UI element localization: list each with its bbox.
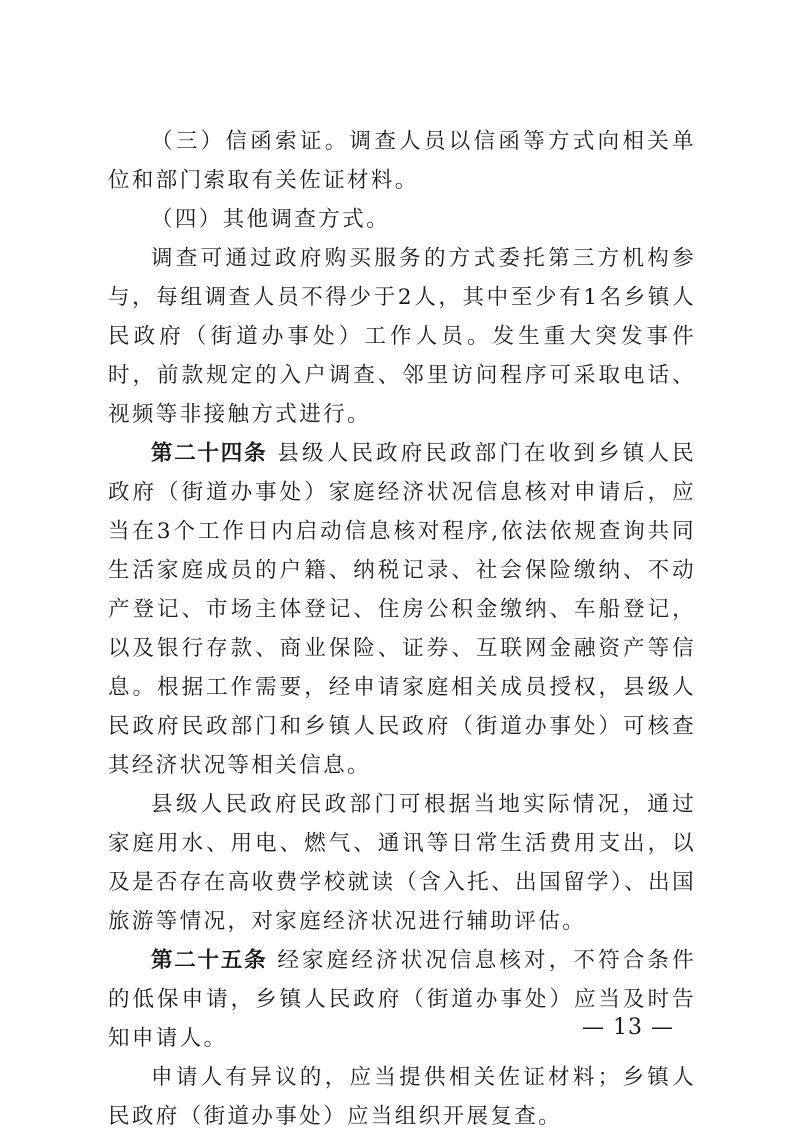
paragraph-letter-verification <box>108 122 696 200</box>
article-24 <box>108 434 696 785</box>
paragraph-text: 经家庭经济状况信息核对，不符合条件的低保申请，乡镇人民政府（街道办事处）应当及时告知申请人。 <box>108 948 696 1051</box>
paragraph-text: 县级人民政府民政部门可根据当地实际情况，通过家庭用水、用电、燃气、通讯等日常生活费用支出，以及是否存在高收费学校就读（含入托、出国留学）、出国旅游等情况，对家庭经济状况进行辅助评估。 <box>108 792 696 934</box>
paragraph-auxiliary-assessment <box>108 785 696 941</box>
paragraph-objection <box>108 1058 696 1136</box>
document-body <box>108 122 696 1136</box>
paragraph-text: 申请人有异议的，应当提供相关佐证材料；乡镇人民政府（街道办事处）应当组织开展复查。 <box>108 1065 696 1129</box>
article-heading: 第二十四条 <box>151 441 268 466</box>
paragraph-other-methods <box>108 200 696 239</box>
paragraph-text: （四）其他调查方式。 <box>151 207 391 232</box>
paragraph-third-party <box>108 239 696 434</box>
paragraph-text: 调查可通过政府购买服务的方式委托第三方机构参与，每组调查人员不得少于2人，其中至少有1名乡镇人民政府（街道办事处）工作人员。发生重大突发事件时，前款规定的入户调查、邻里访问程序可采取电话、视频等非接触方式进行。 <box>108 246 696 427</box>
article-heading: 第二十五条 <box>151 948 268 973</box>
page-number: — 13 — <box>582 1015 674 1040</box>
paragraph-text: 县级人民政府民政部门在收到乡镇人民政府（街道办事处）家庭经济状况信息核对申请后，应当在3个工作日内启动信息核对程序,依法依规查询共同生活家庭成员的户籍、纳税记录、社会保险缴纳、不动产登记、市场主体登记、住房公积金缴纳、车船登记，以及银行存款、商业保险、证券、互联网金融资产等信息。根据工作需要，经申请家庭相关成员授权，县级人民政府民政部门和乡镇人民政府（街道办事处）可核查其经济状况等相关信息。 <box>108 441 696 778</box>
paragraph-text: （三）信函索证。调查人员以信函等方式向相关单位和部门索取有关佐证材料。 <box>108 129 696 193</box>
